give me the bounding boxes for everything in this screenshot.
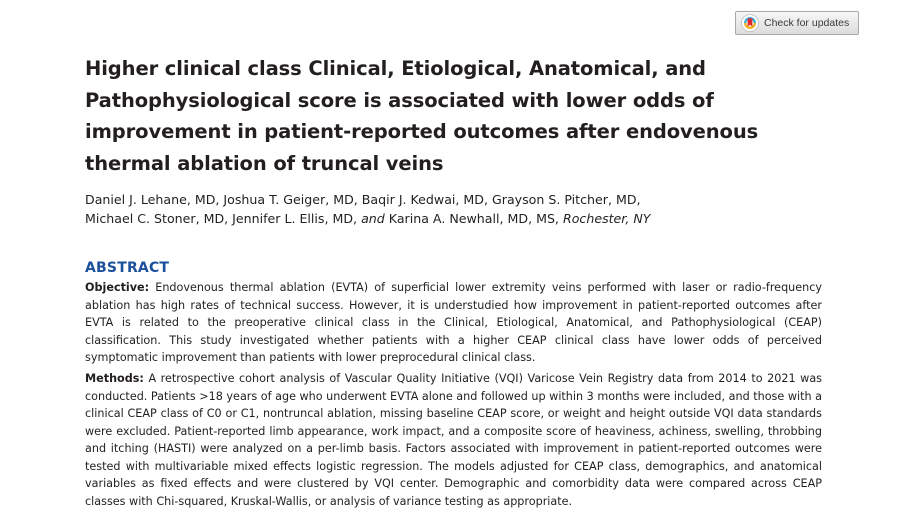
objective-text: Endovenous thermal ablation (EVTA) of superficial lower extremity veins performed with laser or radio-frequency ablation has high rates of technical success. However, it is understudied how improvement in patient-reported outcomes after EVTA is related to the preoperative clinical class in the Clinical, Etiological, Anatomical, and Pathophysiological (CEAP) classification. This study investigated whether patients with a higher CEAP clinical class have lower odds of perceived symptomatic improvement than patients with lower preprocedural clinical class. xyxy=(85,281,823,364)
objective-label: Objective: xyxy=(85,281,150,294)
authors-last: Karina A. Newhall, MD, MS, xyxy=(388,211,559,226)
authors-and: and xyxy=(361,211,385,226)
author-location: Rochester, NY xyxy=(562,211,651,226)
check-for-updates-button[interactable] xyxy=(735,11,859,35)
authors-line-1: Daniel J. Lehane, MD, Joshua T. Geiger, MD, Baqir J. Kedwai, MD, Grayson S. Pitcher, MD, xyxy=(85,192,641,207)
objective-paragraph xyxy=(85,279,822,367)
article-title: Higher clinical class Clinical, Etiological, Anatomical, and Pathophysiological score is associated with lower odds of improvement in patient-reported outcomes after endovenous thermal ablation of truncal veins xyxy=(85,57,759,176)
authors-line-2: Michael C. Stoner, MD, Jennifer L. Ellis, MD, xyxy=(85,211,358,226)
author-list xyxy=(85,190,825,228)
crossmark-icon xyxy=(741,14,759,32)
methods-text: A retrospective cohort analysis of Vascular Quality Initiative (VQI) Varicose Vein Registry data from 2014 to 2021 was conducted. Patients >18 years of age who underwent EVTA alone and followed up within 3 months were included, and those with a clinical CEAP class of C0 or C1, nontruncal ablation, missing baseline CEAP score, or weight and height outside VQI data standards were excluded. Patient-reported limb appearance, work impact, and a composite score of heaviness, achiness, swelling, throbbing and itching (HASTI) were analyzed on a per-limb basis. Factors associated with improvement in patient-reported outcomes were tested with multivariable mixed effects logistic regression. The models adjusted for CEAP class, demographics, and anatomical variables as fixed effects and were clustered by VQI center. Demographic and comorbidity data were compared across CEAP classes with Chi-squared, Kruskal-Wallis, or analysis of variance testing as appropriate. xyxy=(85,372,823,508)
methods-label: Methods: xyxy=(85,372,144,385)
methods-paragraph xyxy=(85,370,822,510)
check-for-updates-label: Check for updates xyxy=(764,17,850,29)
abstract-heading: ABSTRACT xyxy=(85,260,170,276)
